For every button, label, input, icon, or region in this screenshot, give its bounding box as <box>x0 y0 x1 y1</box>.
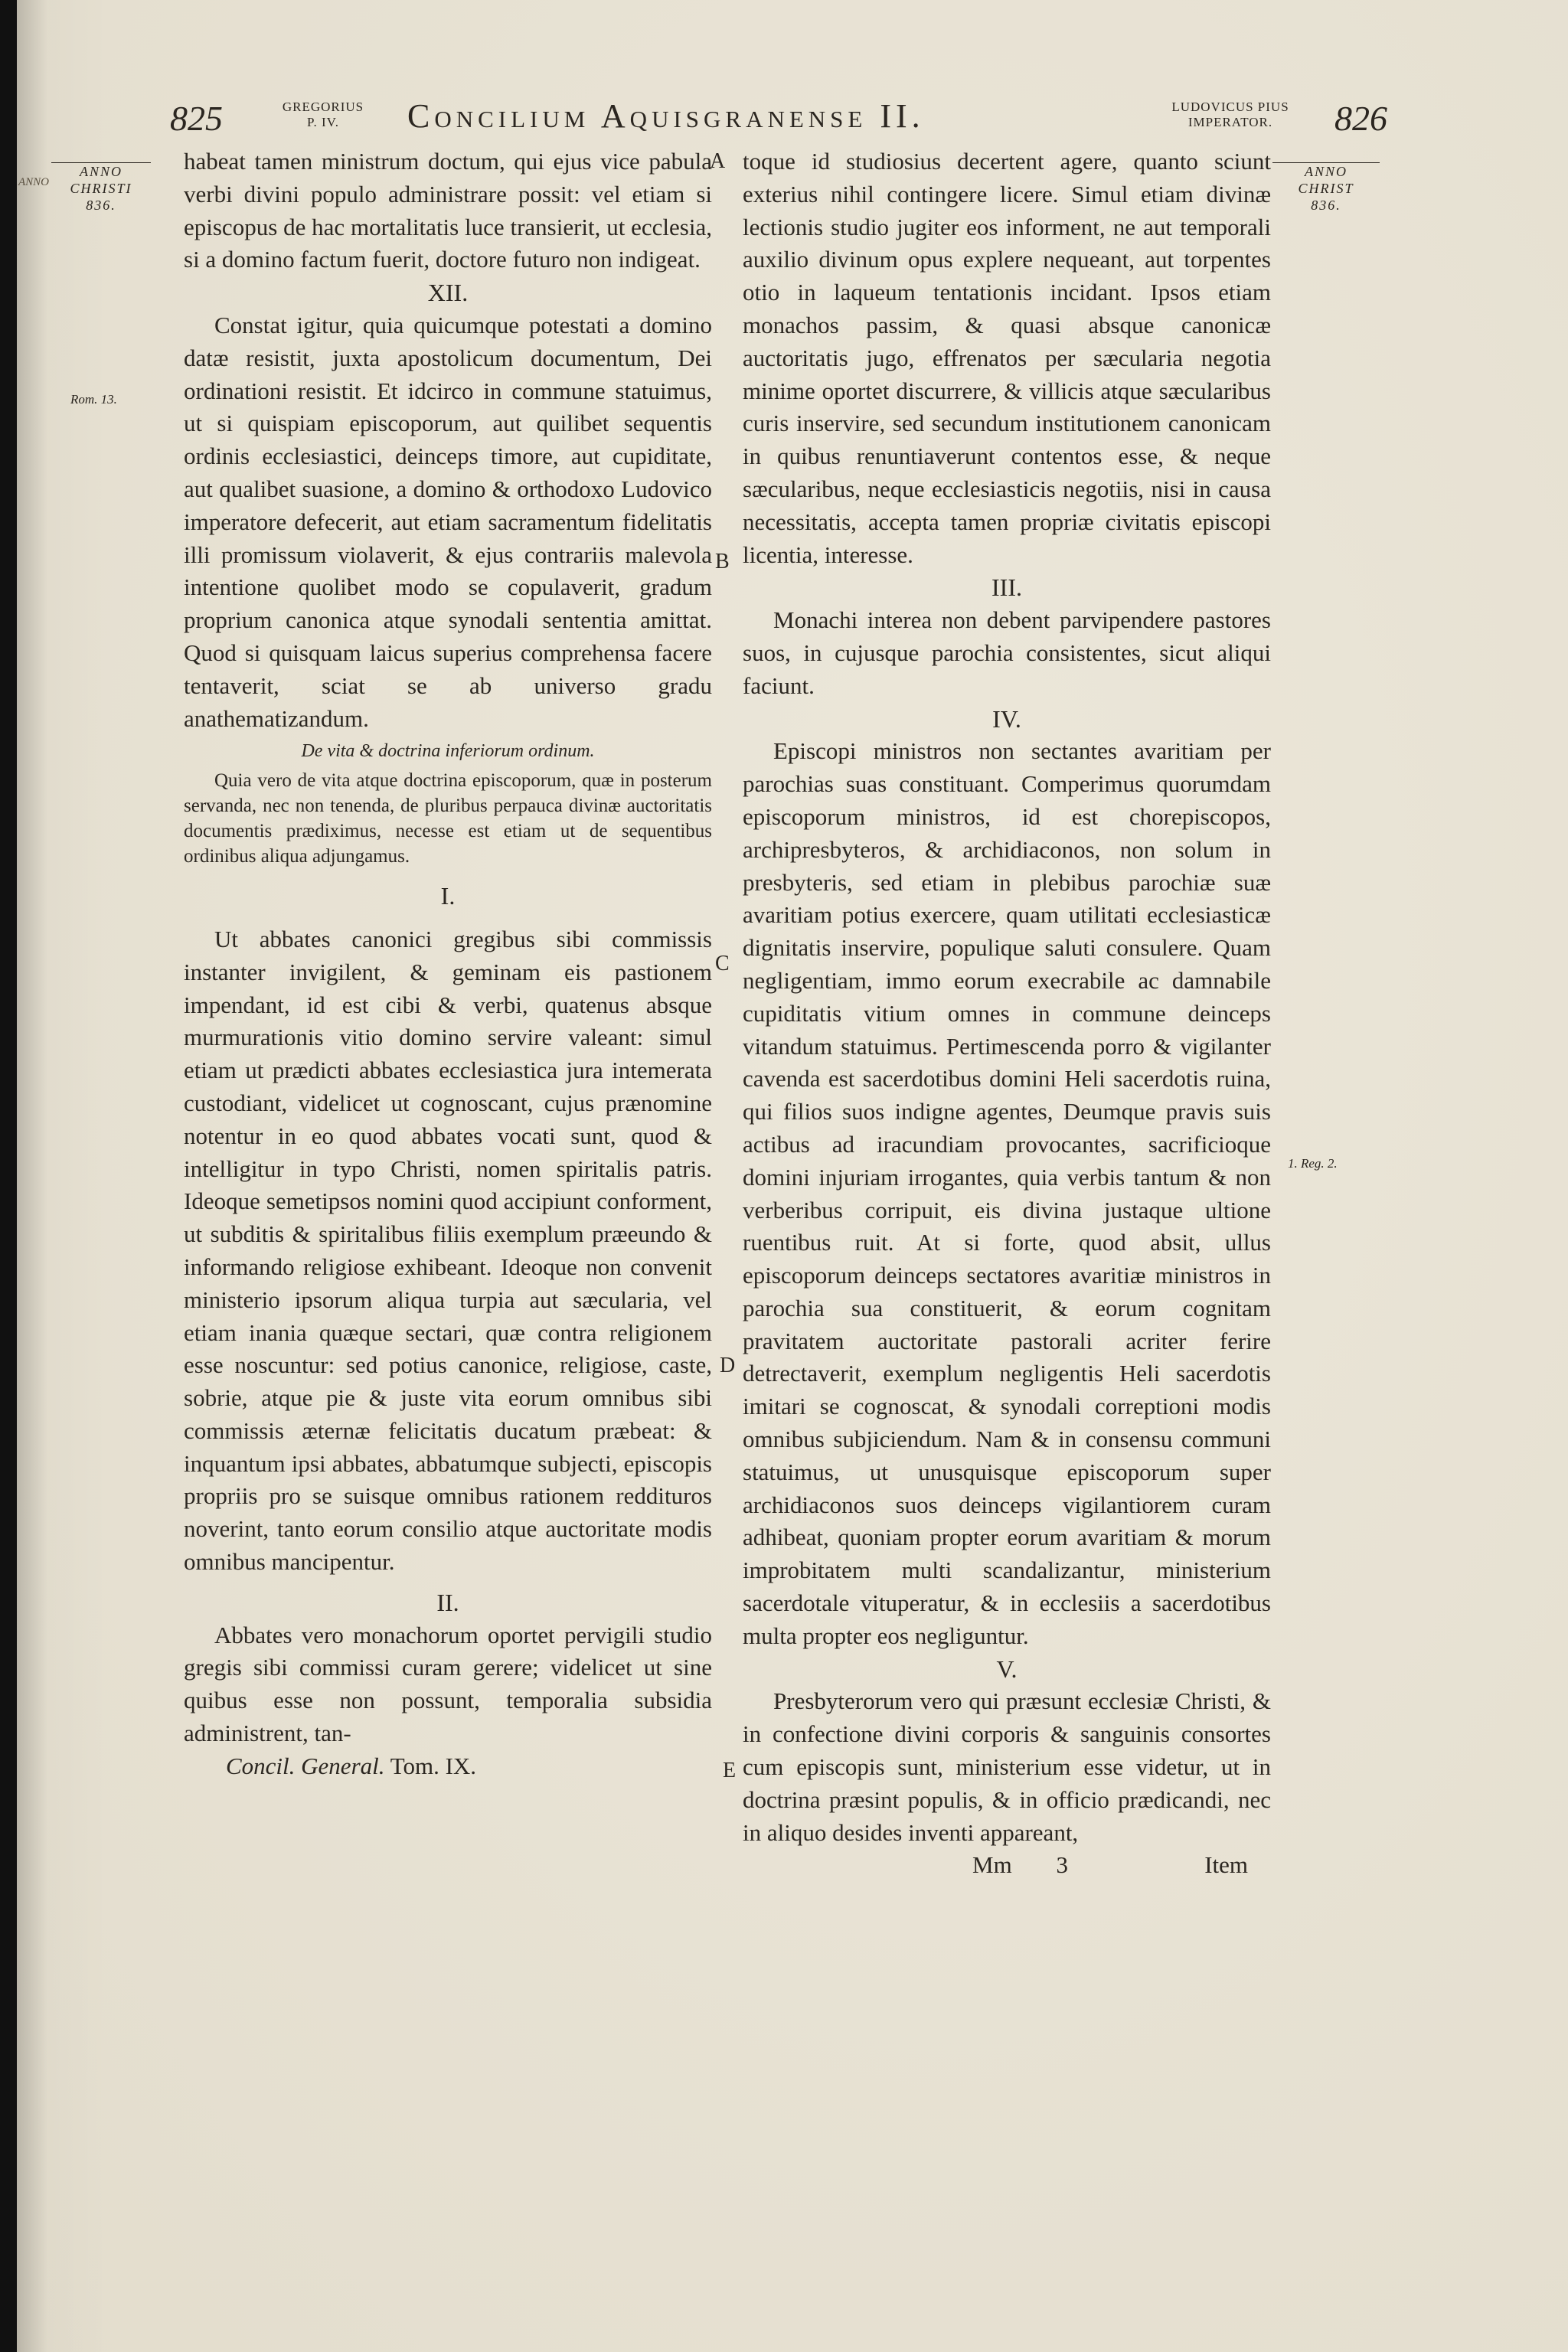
section-letter-b: B <box>715 550 730 573</box>
page-number-left: 825 <box>170 99 223 138</box>
right-column <box>743 145 1271 1882</box>
book-page <box>17 0 1568 2352</box>
section-subheading: De vita & doctrina inferiorum ordinum. <box>301 741 595 762</box>
chapter-heading: IV. <box>992 704 1021 733</box>
header-pope-number: P. IV. <box>306 115 340 129</box>
left-column <box>184 145 712 1783</box>
header-pope <box>277 100 369 130</box>
margin-anno-label: ANNO <box>79 164 122 179</box>
header-emperor <box>1165 100 1295 130</box>
margin-ref-reges: 1. Reg. 2. <box>1288 1156 1338 1171</box>
paragraph: Constat igitur, quia quicumque potestati a domino datæ resistit, juxta apostolicum documentum, Dei ordinationi resistit. Et idcirco in commune statuimus, ut si quispiam episcoporum, aut quilibet sequentis ordinis ecclesiastici, deinceps timore, aut cupiditate, aut qualibet suasione, a domino & orthodoxo Ludovico imperatore defecerit, aut etiam sacramentum fidelitatis illi promissum violaverit, & ejus contrariis malevola intentione quolibet modo se copulaverit, gradum proprium canonica atque synodali sententia amittat. Quod si quisquam laicus superius comprehensa facere tentaverit, sciat se ab universo gradu anathematizandum. <box>184 311 712 732</box>
section-letter-a: A <box>710 149 726 173</box>
chapter-heading: I. <box>440 882 456 910</box>
margin-year: 836. <box>86 198 116 213</box>
section-letter-e: E <box>723 1759 737 1782</box>
section-letter-d: D <box>720 1354 736 1377</box>
margin-christi-label: CHRIST <box>1298 181 1354 196</box>
paragraph: Episcopi ministros non sectantes avaritiam per parochias suas constituant. Comperimus quorumdam episcoporum ministros, id est chorepiscopos, archipresbyteros, & archidiaconos, non solum in presbyteris, sed etiam in plebibus parochiæ suæ avaritiam potius exercere, quam utilitati ecclesiasticæ dignitatis inservire, populique saluti consulere. Quam negligentiam, immo eorum execrabile ac damnabile cupiditatis vitium omnes in commune deinceps vitandum statuimus. Pertimescenda porro & vigilanter cavenda est sacerdotibus domini Heli sacerdotis ruina, qui filios suos indigne agentes, Deumque pravis suis actibus ad iracundiam provocantes, sacrificioque domini injuriam irrogantes, quia verbis tantum & non verberibus corripuit, eis divina justaque ultione ruentibus ruit. At si forte, quod absit, ullus episcoporum deinceps sectatores avaritiæ ministros in parochia sua constituerit, & eorum cognitam pravitatem auctoritate pastorali acriter ferire detrectaverit, exemplum negligentis Heli sacerdotis imitari se cognoscat, & synodali correptioni modis omnibus subjiciendum. Nam & in consensu communi statuimus, ut unusquisque episcoporum super archidiaconos suos deinceps vigilantiorem curam adhibeat, quoniam propter eorum avaritiam & morum improbitatem multi scandalizantur, ministerium sacerdotale vituperatur, & in ecclesiis a sacerdotibus multa propter eos negliguntur. <box>743 737 1271 1649</box>
footer-volume <box>184 1750 712 1783</box>
footer-tome: Tom. IX. <box>390 1752 477 1779</box>
margin-ref-romans: Rom. 13. <box>70 392 117 407</box>
header-emperor-name: LUDOVICUS PIUS <box>1171 100 1289 114</box>
intro-paragraph: Quia vero de vita atque doctrina episcoporum, quæ in posterum servanda, nec non tenenda, de pluribus perpauca divinæ auctoritatis documentis prædiximus, necesse est etiam ut de sequentibus ordinibus aliqua adjungamus. <box>184 770 712 867</box>
chapter-heading: II. <box>436 1588 459 1616</box>
margin-anno-christi-left <box>51 162 151 214</box>
paragraph: Ut abbates canonici gregibus sibi commissis instanter invigilent, & geminam eis pastionem impendant, id est cibi & verbi, quatenus absque murmurationis vitio domino servire valeant: simul etiam ut prædicti abbates ecclesiastica jura intemerata custodiant, videlicet ut cognoscant, cujus prænomine notentur in eo quod abbates vocati sunt, quod & intelligitur in typo Christi, nomen spiritalis patris. Ideoque semetipsos nomini quod accipiunt conforment, ut subditis & spiritalibus filiis exemplum præeundo & informando religiose exhibeant. Ideoque non convenit ministerio ipsorum aliqua turpia aut sæcularia, vel etiam inania quæque sectari, quæ contra religionem esse noscuntur: sed potius canonice, religiose, caste, sobrie, atque pie & juste vita eorum omnibus sibi commissis æternæ felicitatis ducatum præbeat: & inquantum ipsi abbates, abbatumque subjecti, episcopis propriis pro se suisque omnibus rationem reddituros noverint, tanto eorum consilio atque auctoritate modis omnibus mancipentur. <box>184 925 712 1576</box>
paragraph: toque id studiosius decertent agere, quanto sciunt exterius nihil contingere licere. Simul etiam divinæ lectionis studio jugiter eos informent, ne aut temporali auxilio divinum opus explere nequeant, aut torpentes otio in laqueum tentationis incidant. Ipsos etiam monachos passim, & quasi absque canonicæ auctoritatis jugo, effrenatos per sæcularia negotia minime oportet discurrere, & villicis atque sæcularibus curis inservire, sed secundum institutionem canonicam in quibus renuntiaverunt contentos esse, & neque sæcularibus, neque ecclesiasticis negotiis, nisi in causa necessitatis, accepta tamen propriæ civitatis episcopi licentia, interesse. <box>743 148 1271 568</box>
margin-anno-label: ANNO <box>1304 164 1348 179</box>
margin-year: 836. <box>1311 198 1341 213</box>
footer-collection: Concil. General. <box>226 1752 385 1779</box>
chapter-heading: V. <box>996 1655 1018 1683</box>
chapter-heading: XII. <box>427 279 469 307</box>
page-header <box>170 90 1395 144</box>
catchword: Item <box>1204 1851 1248 1879</box>
paragraph: habeat tamen ministrum doctum, qui ejus vice pabula verbi divini populo administrare possit: vel etiam si episcopus de hac mortalitatis luce transierit, ut ecclesia, si a domino factum fuerit, doctore futuro non indigeat. <box>184 148 712 273</box>
margin-christi-label: CHRISTI <box>70 181 132 196</box>
page-number-right: 826 <box>1334 99 1387 138</box>
signature-line <box>743 1849 1271 1882</box>
margin-anno-christi-right <box>1272 162 1380 214</box>
header-pope-name: GREGORIUS <box>282 100 364 114</box>
paragraph: Abbates vero monachorum oportet pervigili studio gregis sibi commissi curam gerere; videlicet ut sine quibus esse non possunt, temporalia subsidia administrent, tan- <box>184 1621 712 1747</box>
header-emperor-title: IMPERATOR. <box>1187 115 1273 129</box>
chapter-heading: III. <box>991 573 1022 602</box>
paragraph: Monachi interea non debent parvipendere pastores suos, in cujusque parochia consistentes, sicut aliqui faciunt. <box>743 606 1271 699</box>
signature-letters: Mm <box>972 1851 1012 1879</box>
section-letter-c: C <box>715 952 730 975</box>
edge-fragment: ANNO <box>18 176 50 188</box>
paragraph: Presbyterorum vero qui præsunt ecclesiæ Christi, & in confectione divini corporis & sanguinis consortes cum episcopis sunt, ministerium esse videtur, ut in doctrina præsint populis, & in officio prædicandi, nec in aliquo desides inventi appareant, <box>743 1687 1271 1846</box>
running-title: Concilium Aquisgranense II. <box>407 97 925 135</box>
signature-number: 3 <box>1056 1851 1068 1879</box>
signature-mark <box>972 1849 1068 1882</box>
